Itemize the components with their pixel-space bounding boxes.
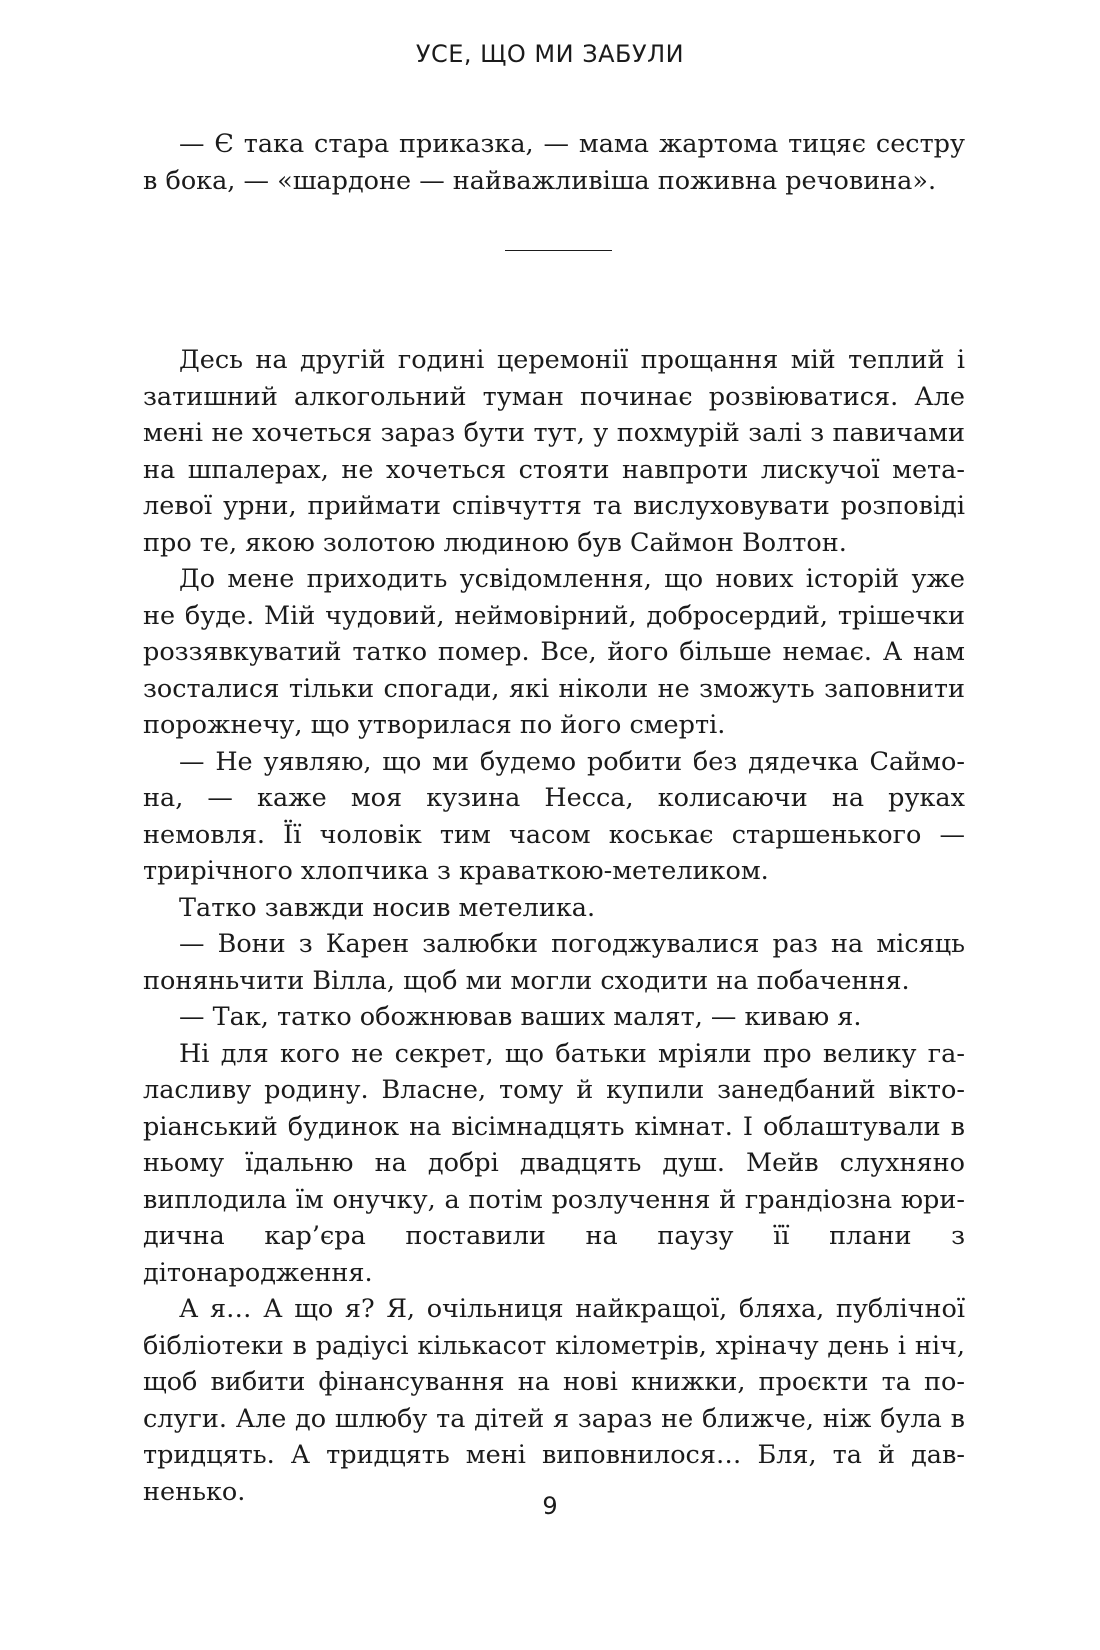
- text-section-2: [143, 342, 965, 1510]
- paragraph: Ні для кого не секрет, що батьки мріяли про велику галасливу родину. Власне, тому й купили занедбаний вікторіанський будинок на вісімнадцять кімнат. І облаштували в ньому їдальню на добрі двадцять душ. Мейв слухняно виплодила їм онучку, а потім розлучення й грандіозна юридична кар’єра поставили на паузу її плани з дітонародження.: [143, 1038, 965, 1288]
- paragraph: До мене приходить усвідомлення, що нових історій уже не буде. Мій чудовий, неймовірний, добросердий, трішечки роззявкуватий татко помер. Все, його більше немає. А нам зосталися тільки спогади, які ніколи не зможуть заповнити порожнечу, що утворилася по його смерті.: [143, 564, 965, 740]
- paragraph: — Не уявляю, що ми будемо робити без дядечка Саймона, — каже моя кузина Несса, колисаючи на руках немовля. Її чоловік тим часом коськає старшенького — трирічного хлопчика з краваткою-метеликом.: [143, 746, 965, 886]
- paragraph: Десь на другій годині церемонії прощання мій теплий і затишний алкогольний туман починає розвіюватися. Але мені не хочеться зараз бути тут, у похмурій залі з павичами на шпалерах, не хочеться стояти навпроти лискучої металевої урни, приймати співчуття та вислуховувати розповіді про те, якою золотою людиною був Саймон Волтон.: [143, 345, 965, 558]
- running-title: УСЕ, ЩО МИ ЗАБУЛИ: [415, 40, 685, 68]
- paragraph: — Так, татко обожнював ваших малят, — киваю я.: [179, 1002, 862, 1032]
- section-separator: [505, 250, 612, 251]
- text-section-1: [143, 126, 965, 199]
- paragraph: — Вони з Карен залюбки погоджувалися раз на місяць поняньчити Вілла, щоб ми могли сходити на побачення.: [143, 929, 965, 996]
- paragraph: — Є така стара приказка, — мама жартома тицяє сестру в бока, — «шардоне — найважливіша поживна речовина».: [143, 129, 965, 196]
- paragraph: Татко завжди носив метелика.: [179, 892, 596, 923]
- page-number: 9: [542, 1492, 558, 1520]
- paragraph: А я… А що я? Я, очільниця найкращої, бляха, публічної бібліотеки в радіусі кількасот кілометрів, хріначу день і ніч, щоб вибити фінансування на нові книжки, проєкти та послуги. Але до шлюбу та дітей я зараз не ближче, ніж була в тридцять. А тридцять мені виповнилося… Бля, та й давненько.: [143, 1294, 965, 1507]
